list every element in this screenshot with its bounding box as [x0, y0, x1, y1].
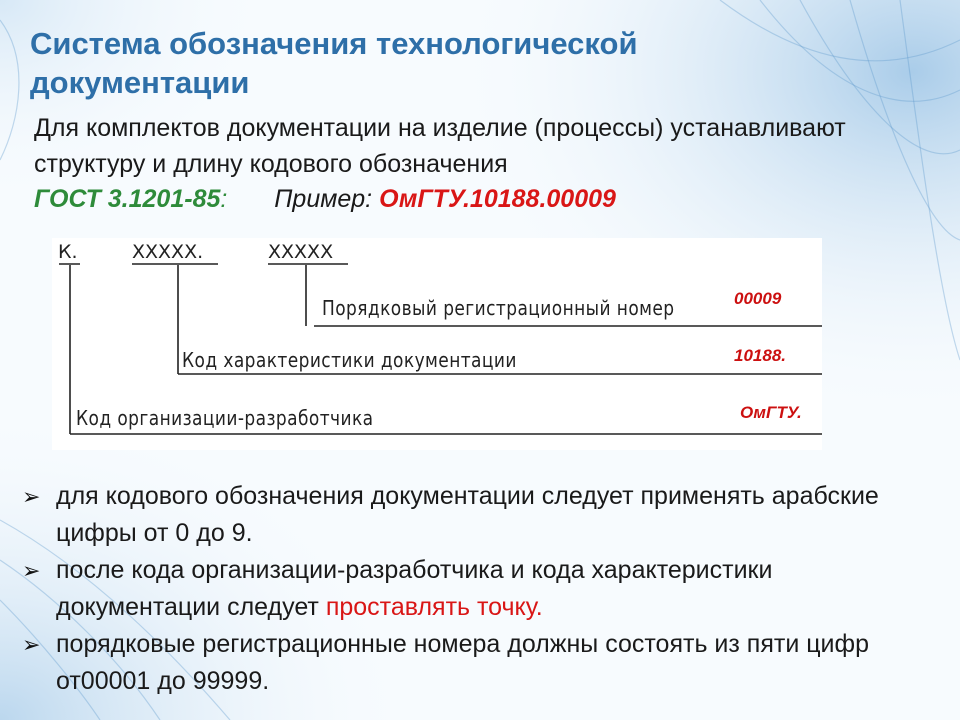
list-item: [22, 626, 942, 700]
bullet-text: после кода организации-разработчика и кода характеристики документации следует: [56, 556, 773, 621]
standard-reference: ГОСТ 3.1201-85: [34, 185, 221, 213]
list-item: [22, 552, 942, 626]
intro-text: Для комплектов документации на изделие (процессы) устанавливают структуру и длину кодового обозначения: [34, 114, 846, 178]
example-label: Пример:: [274, 185, 373, 213]
standard-colon: :: [220, 185, 228, 213]
mask-characteristic: ХХХХХ.: [132, 241, 204, 263]
example-line: [34, 182, 616, 216]
arrow-bullet-icon: ➢: [22, 632, 41, 657]
bullet-highlight: проставлять точку.: [325, 593, 543, 621]
example-code: ОмГТУ.10188.00009: [379, 185, 616, 213]
value-reg-number: 00009: [734, 289, 782, 308]
bullet-text: порядковые регистрационные номера должны состоять из пяти цифр от00001 до 99999.: [56, 630, 869, 695]
arrow-bullet-icon: ➢: [22, 558, 41, 583]
bullet-text: для кодового обозначения документации следует применять арабские цифры от 0 до 9.: [56, 482, 879, 547]
value-doc-characteristic: 10188.: [734, 346, 786, 365]
label-org-code: Код организации-разработчика: [76, 406, 374, 430]
list-item: [22, 478, 942, 552]
arrow-bullet-icon: ➢: [22, 484, 41, 509]
label-doc-characteristic: Код характеристики документации: [182, 348, 517, 372]
value-org-code: ОмГТУ.: [740, 403, 802, 422]
label-reg-number: Порядковый регистрационный номер: [322, 296, 675, 320]
rules-list: [22, 478, 942, 700]
code-structure-diagram: [52, 238, 822, 450]
mask-org: К.: [58, 241, 78, 263]
mask-reg-number: ХХХХХ: [268, 241, 334, 263]
page-title: Система обозначения технологической документации: [30, 26, 638, 100]
